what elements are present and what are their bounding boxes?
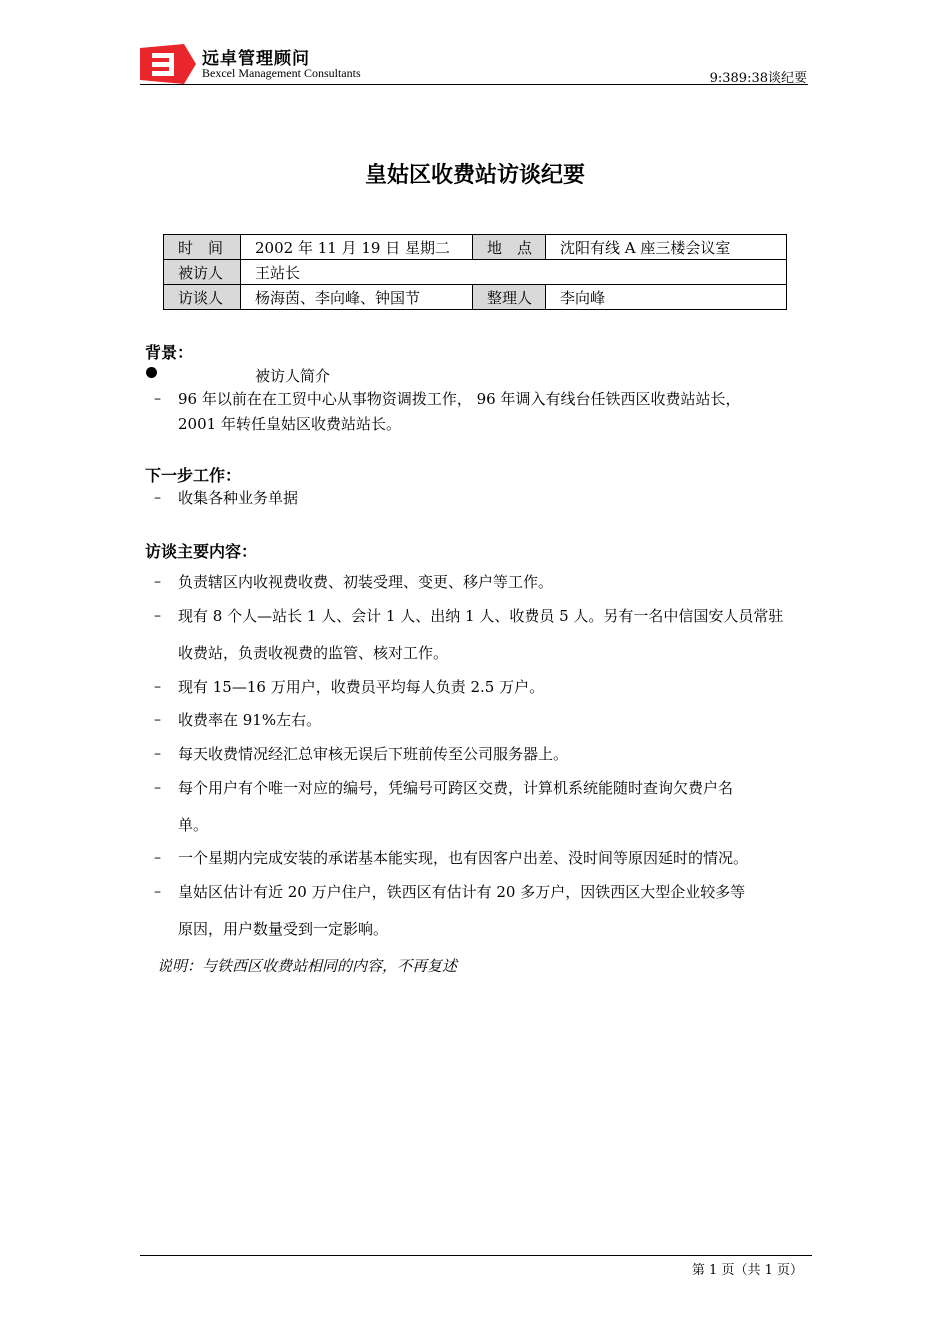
dash-icon: – <box>154 391 161 407</box>
list-item: 96 年以前在在工贸中心从事物资调拨工作， 96 年调入有线台任铁西区收费站站长， <box>178 390 741 408</box>
list-item: 2001 年转任皇姑区收费站站长。 <box>178 415 401 433</box>
dash-icon: – <box>154 679 161 695</box>
logo-icon <box>140 44 196 84</box>
list-item: 每个用户有个唯一对应的编号，凭编号可跨区交费，计算机系统能随时查询欠费户名 <box>178 779 734 797</box>
list-item: 现有 8 个人—站长 1 人、会计 1 人、出纳 1 人、收费员 5 人。另有一名中信国安人员常驻 <box>178 607 784 625</box>
dash-icon: – <box>154 712 161 728</box>
table-row <box>164 260 787 285</box>
list-item: 单。 <box>178 816 209 834</box>
dash-icon: – <box>154 746 161 762</box>
dash-icon: – <box>154 490 161 506</box>
list-item: 皇姑区估计有近 20 万户住户，铁西区有估计有 20 多万户，因铁西区大型企业较多等 <box>178 883 746 901</box>
dash-icon: – <box>154 884 161 900</box>
interview-info-table <box>163 234 787 310</box>
dash-icon: – <box>154 574 161 590</box>
list-item: 收集各种业务单据 <box>178 489 299 507</box>
list-item: 负责辖区内收视费收费、初装受理、变更、移户等工作。 <box>178 573 554 591</box>
recorder-value: 李向峰 <box>546 285 787 310</box>
dash-icon: – <box>154 850 161 866</box>
company-logo <box>140 44 196 84</box>
place-label: 地 点 <box>473 235 546 260</box>
header-divider <box>140 84 808 85</box>
bullet-icon <box>146 367 157 378</box>
company-name-en: Bexcel Management Consultants <box>202 66 361 80</box>
dash-icon: – <box>154 608 161 624</box>
content-heading: 访谈主要内容： <box>145 542 258 561</box>
interviewee-label: 被访人 <box>164 260 241 285</box>
table-row <box>164 285 787 310</box>
background-heading: 背景： <box>145 343 194 362</box>
document-code: 9:389:38谈纪要 <box>709 71 807 86</box>
time-label: 时 间 <box>164 235 241 260</box>
list-item: 一个星期内完成安装的承诺基本能实现，也有因客户出差、没时间等原因延时的情况。 <box>178 849 749 867</box>
interviewee-value: 王站长 <box>241 260 787 285</box>
recorder-label: 整理人 <box>473 285 546 310</box>
interviewer-label: 访谈人 <box>164 285 241 310</box>
list-item: 每天收费情况经汇总审核无误后下班前传至公司服务器上。 <box>178 745 569 763</box>
note-text: 说明：与铁西区收费站相同的内容，不再复述 <box>157 957 458 975</box>
bullet-text: 被访人简介 <box>255 367 331 385</box>
list-item: 现有 15—16 万用户，收费员平均每人负责 2.5 万户。 <box>178 678 545 696</box>
list-item: 收费站，负责收视费的监管、核对工作。 <box>178 644 449 662</box>
table-row <box>164 235 787 260</box>
interviewer-value: 杨海茵、李向峰、钟国节 <box>241 285 473 310</box>
list-item: 收费率在 91%左右。 <box>178 711 322 729</box>
footer-divider <box>140 1255 812 1256</box>
company-name-cn: 远卓管理顾问 <box>202 49 310 69</box>
page-title: 皇姑区收费站访谈纪要 <box>364 163 585 188</box>
next-steps-heading: 下一步工作： <box>145 466 242 485</box>
dash-icon: – <box>154 780 161 796</box>
time-value: 2002 年 11 月 19 日 星期二 <box>241 235 473 260</box>
list-item: 原因，用户数量受到一定影响。 <box>178 920 389 938</box>
place-value: 沈阳有线 A 座三楼会议室 <box>546 235 787 260</box>
page-number: 第 1 页（共 1 页） <box>691 1263 803 1278</box>
